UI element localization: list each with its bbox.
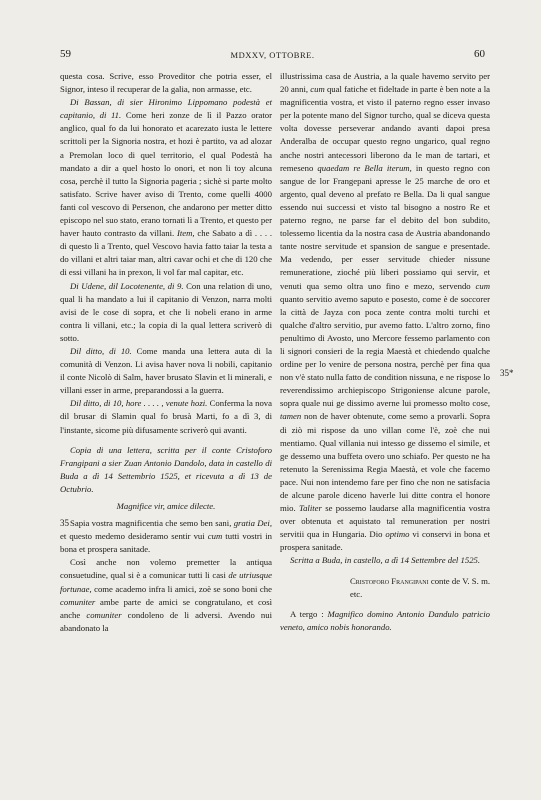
text-run: come academo infra li amici, zoè se sono boni che [91,583,272,594]
entry-heading: Dil ditto, di 10, hore . . . . , venute hozi. [70,398,208,409]
running-header [60,48,485,64]
entry-heading: Di Udene, dil Locotenente, di 9. [70,280,184,291]
text-run: cum [475,280,490,291]
text-run: qual fatiche et fideltade in parte è ben note a la magnificentia vostra, et visto il paterno regno esser invaso per la potente mano del Signor turcho, qual se diceva questa volta dovesse perseverar andando avanti dapoi presa Anderalba de occupar questo regno ungarico, qual regno anche nostri antecessori liberono da le man de tartari, et remeseno [280,84,490,173]
text-run: de utriusque fortunae, [60,570,272,594]
entry-udene-10-hore [60,397,272,436]
margin-number-left: 35 [60,518,69,528]
text-run: cum [310,84,325,95]
text-run: Taliter [299,503,322,514]
text-run: cum [207,531,223,542]
text-run: ambe parte de amici se congratulano, et così anche [60,596,272,620]
text-run: Sapia vostra magnificentia che semo ben sani, [70,518,234,529]
right-column [280,70,490,634]
letter-salutation: Magnifice vir, amice dilecte. [116,501,216,511]
text-run: et questo medemo desideramo sentir vui [60,531,208,542]
paragraph-text: questa cosa. Scrive, esso Proveditor che potria esser, el Signor, inteso il recuperar de la galia, non armasse, etc. [60,71,272,95]
text-run: se possemo laudarse alla magnificentia vostra over obtenuta et aquistato tal remuneration per nostri servitii qua in Hungaria. Dio [280,503,491,540]
letter-paragraph [60,556,272,635]
text-run: gratia Dei, [233,518,272,529]
text-run: quaedam re Bella iterum, [317,162,412,173]
entry-heading: Di Bassan, di sier Hironimo Lippomano podestà et capitanio, di 11. [60,97,272,121]
text-run: quanto servitio avemo saputo e posesto, come è de soccorer la città de Jayza con poca zente contra molti turchi et qualche d'altro servitio, pur avemo fatto. L'altro zorno, fino penultimo di Avosto, uno Mercore fessemo parlamento con li signori consieri de la regia Maestà et chiedendo qualche ordine per lo venire de persona nostra, perchè per fina qua non v'è stato nulla fatto de condition nissuna, e ne rispose lo reverendissimo archiepiscopo Strigoniense alcune parole, sopra quale nui ge dissimo averne lui promesso molto cose, [280,293,490,409]
signature-name: Cristoforo Frangipani [350,575,429,586]
page-number-right: 60 [474,48,485,60]
letter-address [280,608,490,634]
text-run: comuniter [60,596,96,607]
paragraph [60,70,272,96]
page-number-left: 59 [60,48,71,60]
entry-text: che Sabato a dì . . . . di questo lì a Trento, quel Vescovo havia fatto taiar la testa a do villani et altri taiar man, altri cavar ochi et che di 120 che di essi villani ha in prexon, li vol far mal capitar, etc. [60,228,272,278]
entry-item: Item, [177,228,195,239]
entry-udene-10 [60,345,272,397]
text-run: non de haver obtenute, come semo a provarli. Sopra di ziò mi rispose da uno villan come l'è, zoè che nui mentiamo. Qual villania nui intesso ge dissemo el simile, et ge dessemo una buffeta overo uno schiafo. Per questo ne ha retenuto la Serenissima Regia Maestà, et vole che facemo pace. Nui non intendemo fare per fino che non ne satisfacia de alcune parole diceno haverle lui ditte contra el honore mio. [280,411,490,514]
text-run: comuniter [86,609,122,620]
letter-paragraph [60,517,272,556]
letter-title: Copia di una lettera, scritta per il conte Cristoforo Frangipani a sier Zuan Antonio Dandolo, data in castello di Buda a dì 14 Settembrio 1525, et ricevuta a dì 13 de Octubrio. [60,444,272,494]
address-text: Magnifico domino Antonio Dandulo patricio veneto, amico nobis honorando. [280,608,490,632]
entry-udene-9 [60,280,272,345]
text-run: in questo regno con sangue de lor Frangepani apresse le 25 marche de oro et argento, qual deveno al prefato re Bella. Da li qual sangue essendo nui successi et visto tal bisogno a nostro Re et paterno regno, ne parse far el debito del bon subdito, tolessemo licentia da la nostra casa de Austria abandonando tante nostre servitude et spansion de sangue e presentade. Ma vedendo, per esser servitude chieder nissune remuneratione, zioché più liberi possiamo qui servir, et venuti qua semo oltra uno fino e mezo, servendo [280,162,491,291]
entry-text: Conferma la nova dil brusar di Slamin qual fo brusà Marti, fo a dì 3, di l'instante, sicome più difusamente scriverò qui avanti. [60,398,272,435]
entry-bassan [60,96,272,279]
text-run: condoleno de li adversi. Avendo nui abandonato la [60,609,272,633]
text-run: vi conservi in bona et prospera sanitade. [280,529,490,553]
entry-heading: Dil ditto, di 10. [70,345,132,356]
text-run: tutti vostri in bona et prospera sanitade. [60,531,272,555]
letter-date-line: Scritta a Buda, in castello, a dì 14 Settembre del 1525. [290,555,481,566]
letter-signature [280,575,490,601]
text-run: Così anche non volemo premetter la antiqua consuetudine, qual si è a comunicar tutti li casi [60,557,272,581]
text-run: illustrissima casa de Austria, a la quale havemo servito per 20 anni, [280,71,490,95]
letter-paragraph [280,70,490,554]
entry-text: Come heri zonze de lì il Pazzo orator anglico, qual fo da lui honorato et acarezato iusta le lettere scrittoli per la Signoria nostra, et hozi è partito, va ad alozar a Premolan loco di quel territorio, el qual Podestà ha mandato a dir a quel hosto lo onori, et non li toy alcuna cosa, perchè il tutto la Signoria pageria ; sichè si parte molto satisfato. Scrive haver aviso di Trento, come quelli 4000 fanti col vescovo di Persenon, che andarono per metter ditto episcopo nel suo stato, erano tornati lì a Trento, et questo per haver hauto contrasto da villani. [60,110,272,239]
text-run: optimo [385,529,410,540]
text-run: tamen [280,411,302,422]
left-column [60,70,272,635]
entry-text: Come manda una lettera auta di la comunità di Venzon. Li avisa haver nova li nobili, capitanio il conte Nicolò di Salm, haver brusato Slavin et li minerali, e villani esser in arme, preparandossi a la guerra. [60,345,272,396]
address-label: A tergo : [290,608,328,619]
signature-rest: conte de V. S. m. etc. [350,575,490,599]
running-title: MDXXV, OTTOBRE. [230,50,315,60]
entry-text: Con una relation di uno, qual li ha mandato a lui il capitanio di Venzon, narra molti avisi de le cose di sopra, et che li nobeli erano in arme contra li villani, etc.; la copia di la qual lettera scriverò di sotto. [60,280,272,343]
margin-number-right: 35* [500,368,514,378]
